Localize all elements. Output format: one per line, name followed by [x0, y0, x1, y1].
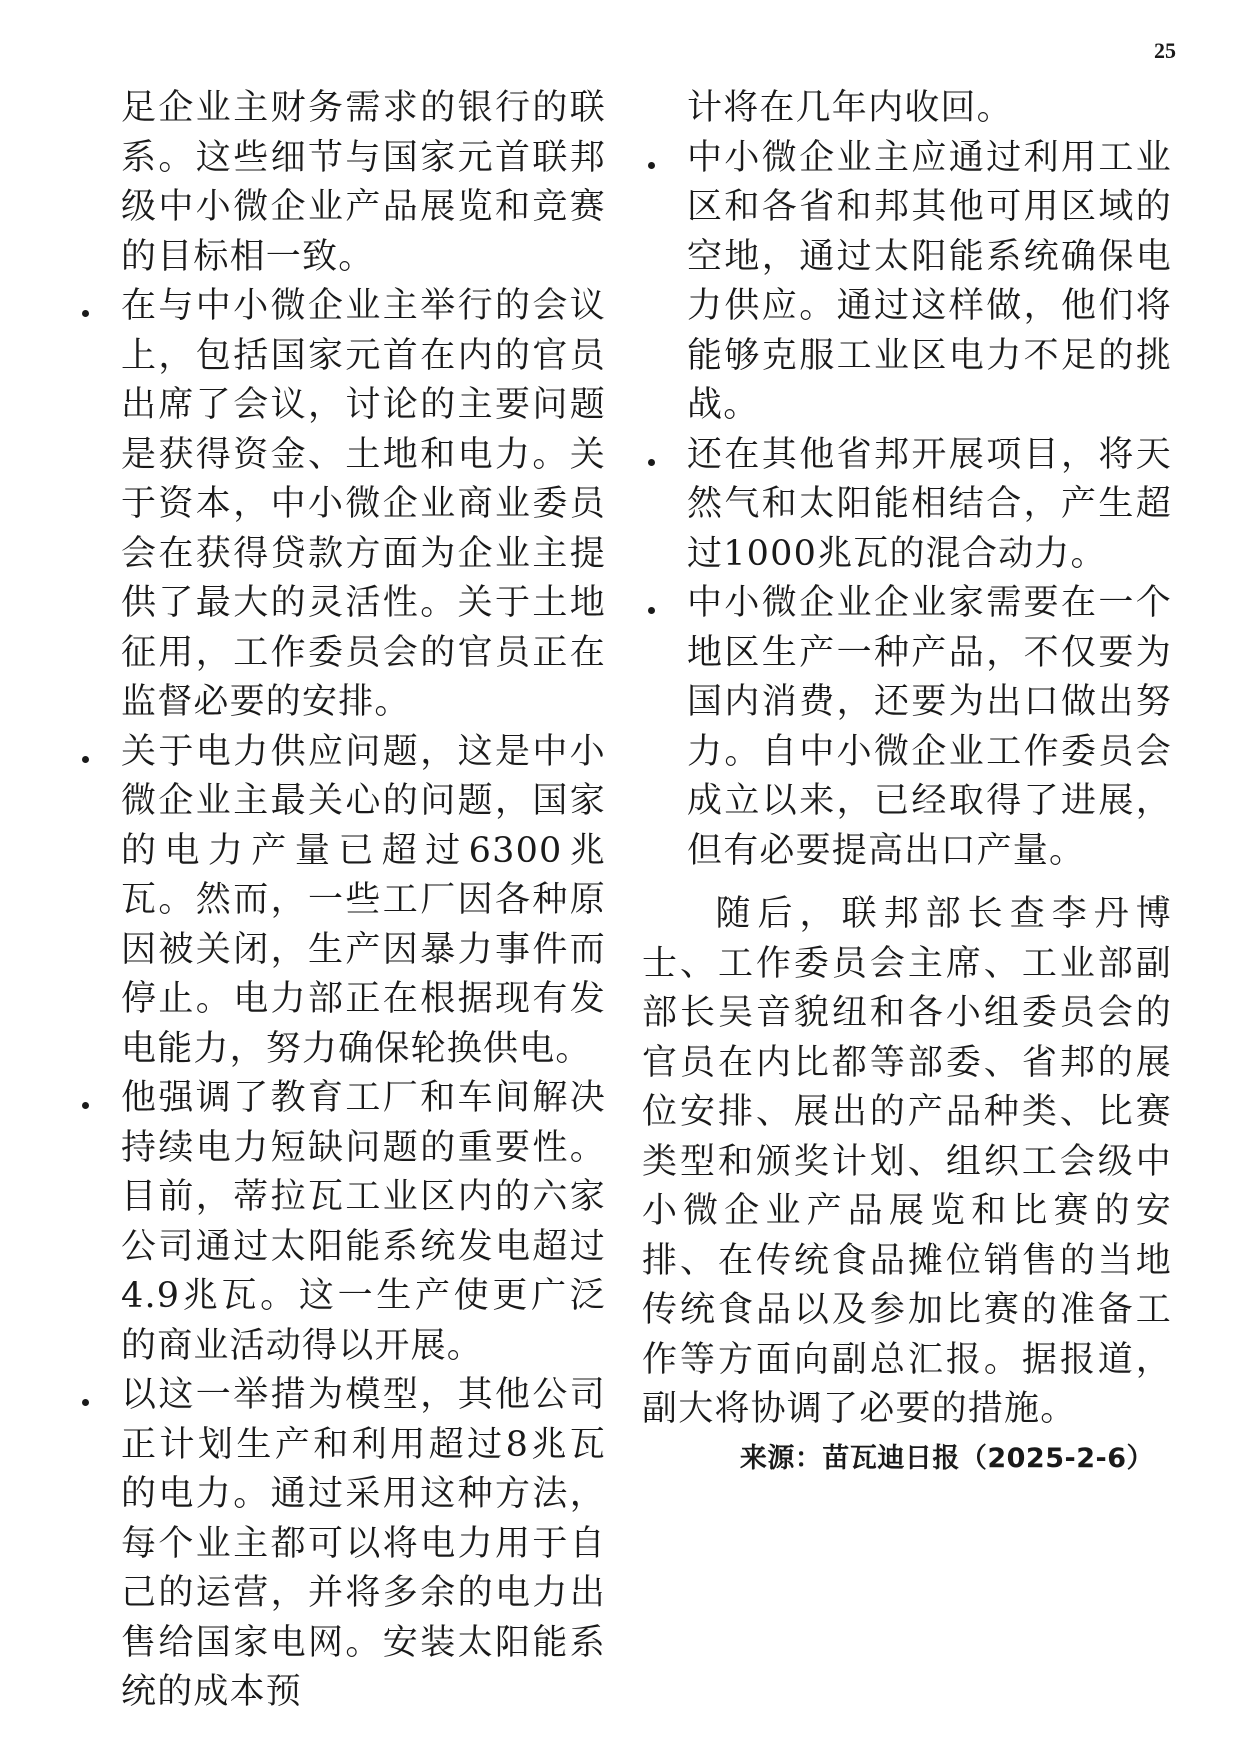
- bullet-list: [76, 282, 606, 1718]
- bullet-text: 中小微企业主应通过利用工业区和各省和邦其他可用区域的空地，通过太阳能系统确保电力供应。通过这样做，他们将能够克服工业区电力不足的挑战。: [687, 137, 1172, 425]
- bullet-icon: [78, 282, 92, 332]
- source-citation: 来源：苗瓦迪日报（2025-2-6）: [739, 1443, 1154, 1474]
- bullet-item: [642, 134, 1172, 431]
- bullet-item: [642, 579, 1172, 876]
- bullet-text: 以这一举措为模型，其他公司正计划生产和利用超过8兆瓦的电力。通过采用这种方法，每个业主都可以将电力用于自己的运营，并将多余的电力出售给国家电网。安装太阳能系统的成本预: [121, 1375, 606, 1712]
- bullet-icon: [644, 431, 658, 481]
- page-number: 25: [1154, 38, 1176, 63]
- bullet-icon: [78, 728, 92, 778]
- bullet-item: [642, 431, 1172, 580]
- bullet-icon: [644, 134, 658, 184]
- continuation-text: 足企业主财务需求的银行的联系。这些细节与国家元首联邦级中小微企业产品展览和竞赛的目标相一致。: [121, 88, 606, 277]
- body-paragraph: 随后，联邦部长查李丹博士、工作委员会主席、工业部副部长吴音貌纽和各小组委员会的官员在内比都等部委、省邦的展位安排、展出的产品种类、比赛类型和颁奖计划、组织工会级中小微企业产品展览和比赛的安排、在传统食品摊位销售的当地传统食品以及参加比赛的准备工作等方面向副总汇报。据报道，副大将协调了必要的措施。: [642, 894, 1172, 1429]
- bullet-text: 在与中小微企业主举行的会议上，包括国家元首在内的官员出席了会议，讨论的主要问题是获得资金、土地和电力。关于资本，中小微企业商业委员会在获得贷款方面为企业主提供了最大的灵活性。关于土地征用，工作委员会的官员正在监督必要的安排。: [121, 286, 606, 722]
- bullet-text: 他强调了教育工厂和车间解决持续电力短缺问题的重要性。目前，蒂拉瓦工业区内的六家公司通过太阳能系统发电超过4.9兆瓦。这一生产使更广泛的商业活动得以开展。: [121, 1078, 606, 1366]
- bullet-item: [76, 1371, 606, 1718]
- continuation-text: 计将在几年内收回。: [687, 88, 1013, 128]
- left-column: [76, 84, 606, 1718]
- right-column: [642, 84, 1172, 1435]
- bullet-icon: [78, 1371, 92, 1421]
- bullet-list: [642, 134, 1172, 877]
- bullet-text: 中小微企业企业家需要在一个地区生产一种产品，不仅要为国内消费，还要为出口做出努力。自中小微企业工作委员会成立以来，已经取得了进展，但有必要提高出口产量。: [687, 583, 1172, 871]
- bullet-item: [76, 282, 606, 728]
- bullet-icon: [644, 579, 658, 629]
- bullet-item: [76, 1074, 606, 1371]
- bullet-text: 还在其他省邦开展项目，将天然气和太阳能相结合，产生超过1000兆瓦的混合动力。: [687, 434, 1172, 574]
- bullet-item: [76, 728, 606, 1075]
- bullet-icon: [78, 1074, 92, 1124]
- bullet-text: 关于电力供应问题，这是中小微企业主最关心的问题，国家的电力产量已超过6300兆瓦。然而，一些工厂因各种原因被关闭，生产因暴力事件而停止。电力部正在根据现有发电能力，努力确保轮换供电。: [121, 731, 606, 1069]
